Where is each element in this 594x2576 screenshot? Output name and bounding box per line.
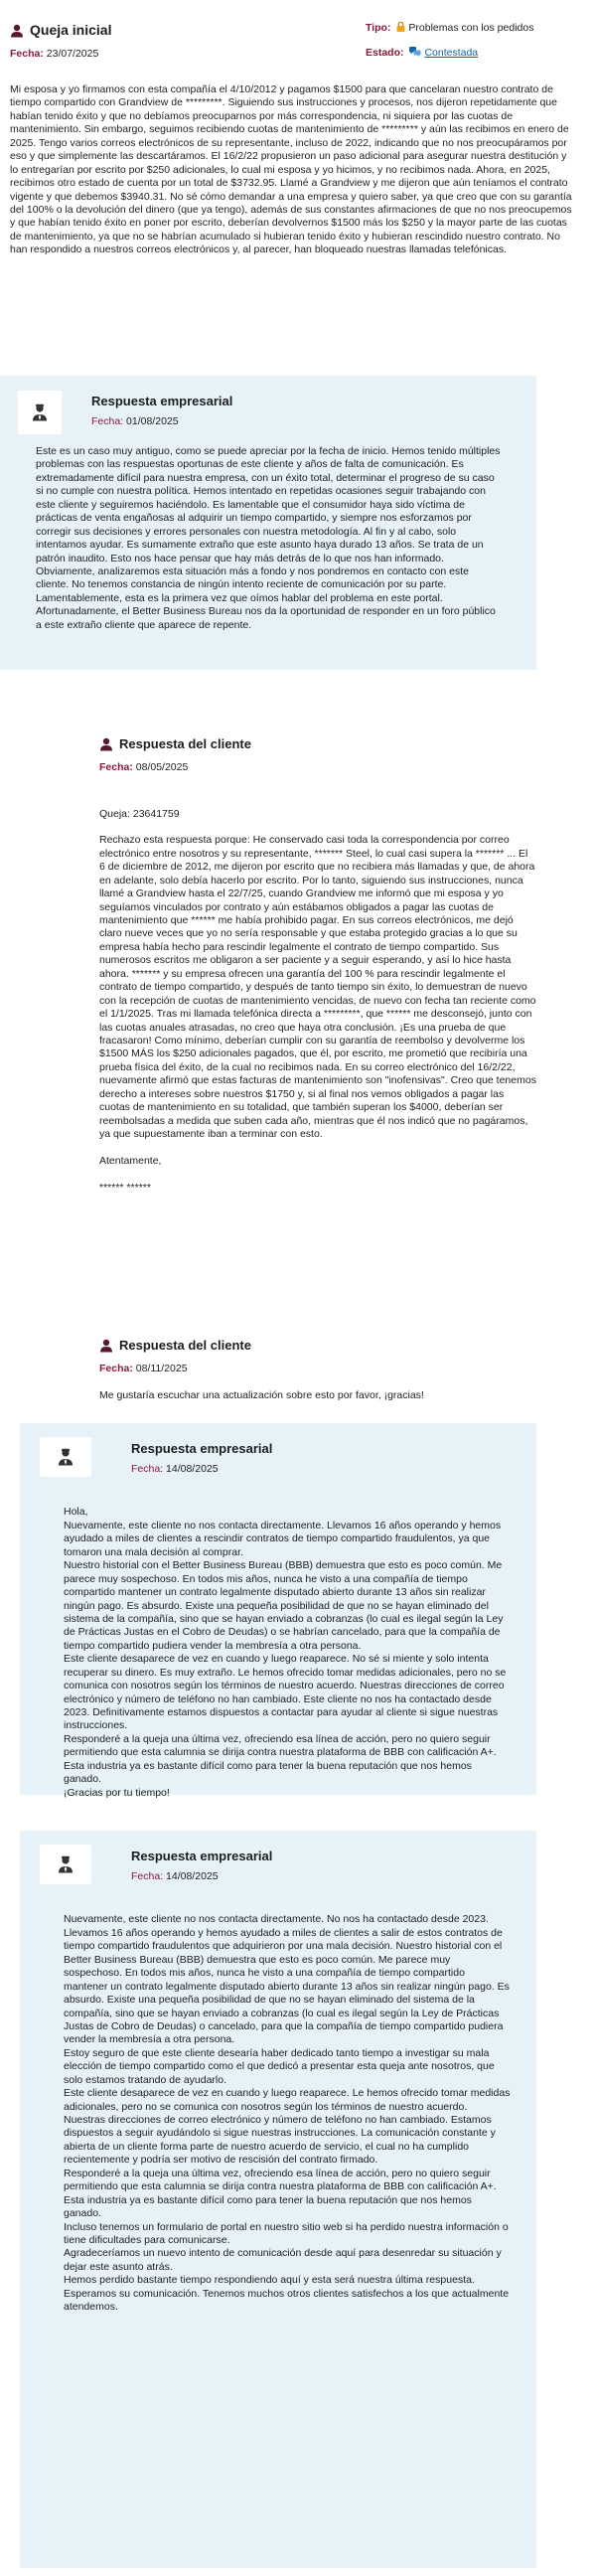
business-response-date-2: 14/08/2025 [166, 1463, 219, 1475]
business-response-title-3: Respuesta empresarial [131, 1849, 273, 1863]
business-avatar [40, 1845, 91, 1884]
complaint-date: 23/07/2025 [46, 47, 99, 60]
business-user-icon [32, 403, 48, 421]
customer-followup-title-row [99, 1338, 536, 1355]
customer-response-date-label: Fecha: [99, 760, 133, 773]
complaint-type: Problemas con los pedidos [408, 22, 534, 34]
complaint-date-label: Fecha: [10, 47, 44, 60]
complaint-title [10, 22, 111, 40]
business-response-text: Este es un caso muy antiguo, como se puede apreciar por la fecha de inicio. Hemos tenido múltiples problemas con las respuestas oportunas de este cliente y años de falta de comunicación. Es extremadamente difícil para nuestra empresa, con un éxito total, determinar el progreso de su caso si no cumple con nuestra política. Hemos intentado en repetidas ocasiones seguir trabajando con este cliente y seguiremos haciéndolo. Es lamentable que el consumidor haya sido víctima de prácticas de venta engañosas al adquirir un tiempo compartido, y siempre nos esforzamos por corregir sus decisiones y errores personales con nuestra metodología. Al fin y al cabo, solo intentamos ayudar. Es sumamente extraño que este asunto haya durado 13 años. Se trata de un patrón inaudito. Esto nos hace pensar que hay más detrás de lo que nos han informado. Obviamente, analizaremos esta situación más a fondo y nos pondremos en contacto con este cliente. No tenemos constancia de ningún intento reciente de comunicación por su parte. Lamentablemente, esta es la primera vez que oímos hablar del problema en este portal. Afortunadamente, el Better Business Bureau nos da la oportunidad de responder en un foro público a este extraño cliente que aparece de repente. [36, 445, 501, 631]
user-icon [10, 24, 24, 38]
complaint-type-row [366, 22, 533, 38]
business-response-text-3: Nuevamente, este cliente no nos contacta directamente. No nos ha contactado desde 2023. Llevamos 16 años operando y hemos ayudado a miles de clientes a salir de estos contratos de tiempo compartido fraudulentos que adquirieron por una mala decisión. Nuestro historial con el Better Business Bureau (BBB) demuestra que esto es poco común. Me parece muy sospechoso. En todos mis años, nunca he visto a una compañía de tiempo compartido mantener un contrato legalmente disputado abierto durante 13 años sin realizar ningún pago. Es absurdo. Existe una pequeña posibilidad de que no se hayan eliminado del sistema de la compañía, sino que se hayan enviado a cobranzas (lo cual es ilegal según la Ley de Prácticas Justas de Cobro de Deudas) o cancelado, para que la compañía de tiempo compartido pudiera vender la membresía a otra persona. Estoy seguro de que este cliente desearía haber dedicado tanto tiempo a investigar su mala elección de tiempo compartido como el que dedicó a presentar esta queja ante nosotros, que solo estamos tratando de ayudarlo. Este cliente desaparece de vez en cuando y luego reaparece. Le hemos ofrecido tomar medidas adicionales, pero no se comunica con nosotros según los términos de nuestro acuerdo. Nuestras direcciones de correo electrónico y número de teléfono no han cambiado. Estamos dispuestos a seguir ayudándolo si sigue nuestras instrucciones. La comunicación constante y abierta de un cliente forma parte de nuestro acuerdo de servicio, el cual no ha cumplido recientemente y podría ser motivo de rescisión del contrato firmado. Responderé a la queja una última vez, ofreciendo esa línea de acción, pero no quiero seguir permitiendo que esta calumnia se dirija contra nuestra plataforma de BBB con calificación A+. Esta industria ya es bastante difícil como para tener la buena reputación que nos hemos ganado. Incluso tenemos un formulario de portal en nuestro sitio web si ha perdido nuestra información o tiene dificultades para comunicarse. Agradeceríamos un nuevo intento de comunicación desde aquí para desenredar su situación y dejar este asunto atrás. Hemos perdido bastante tiempo respondiendo aquí y esta será nuestra última respuesta. Esperamos su comunicación. Tenemos muchos otros clientes satisfechos a los que actualmente atendemos. [64, 1913, 511, 2314]
customer-response-title-row [99, 736, 536, 753]
complaint-body [0, 74, 586, 257]
business-user-icon [58, 1448, 74, 1466]
business-avatar [18, 391, 62, 434]
business-response-card [0, 376, 536, 670]
business-response-date-3: 14/08/2025 [166, 1870, 219, 1882]
complaint-header-left [10, 22, 111, 61]
complaint-text: Mi esposa y yo firmamos con esta compañía el 4/10/2012 y pagamos $1500 para que cancelaran nuestro contrato de tiempo compartido con Grandview de *********. Siguiendo sus instrucciones y procesos, nos dijeron repetidamente que habían tenido éxito y que no debíamos preocuparnos por más correspondencia, ni siquiera por las cuotas de mantenimiento. Sin embargo, seguimos recibiendo cuotas de mantenimiento de ********* y aún las recibimos en enero de 2025. Tengo varios correos electrónicos de su representante, incluso de 2022, indicando que no nos preocupáramos por eso y que simplemente las descartáramos. El 16/2/22 propusieron un paso adicional para asegurar nuestra destitución y lo entregarían por escrito por $250 adicionales, lo cual mi esposa y yo hicimos, y no recibimos nada. Ahora, en 2025, recibimos otro estado de cuenta por un total de $3732.95. Llamé a Grandview y me dijeron que aún teníamos el contrato vigente y que debemos $3940.31. No sé cómo demandar a una empresa y quiero saber, ya que creo que con su garantía del 100% o la devolución del dinero (que ya tengo), además de sus constantes afirmaciones de que no nos preocupemos y que habían tenido éxito en poner por escrito, deberían devolvernos $1500 más los $250 y la mayor parte de las cuotas de mantenimiento, ya que no se habrían acumulado si hubieran tenido éxito y hubieran rescindido nuestro contrato. No han respondido a nuestros correos electrónicos y, al parecer, han bloqueado nuestras llamadas telefónicas. [10, 83, 572, 256]
business-response-body-2 [64, 1493, 511, 1814]
customer-response-date-row [99, 761, 536, 774]
business-response-card-2 [20, 1423, 536, 1799]
customer-followup-text: Me gustaría escuchar una actualización sobre esto por favor, ¡gracias! [99, 1389, 424, 1402]
customer-followup-body [99, 1389, 536, 1402]
business-response-date-row-3 [131, 1870, 219, 1883]
user-icon [99, 737, 113, 751]
business-user-icon [58, 1855, 74, 1873]
complaint-title-text: Queja inicial [30, 22, 112, 38]
complaint-status-link[interactable]: Contestada [424, 47, 479, 59]
customer-response-card [99, 736, 536, 1208]
business-response-date-label-3: Fecha: [131, 1870, 164, 1882]
customer-response-text: Queja: 23641759 Rechazo esta respuesta porque: He conservado casi toda la correspondencia por correo electrónico entre nosotros y su representante, ******* Steel, lo cual casi supera la ******* ... El 6 de diciembre de 2012, me dijeron por escrito que no recibiera más llamadas y que, de ahora en adelante, solo debía hacerlo por escrito. Por lo tanto, siguiendo sus instrucciones, nunca llamé a Grandview hasta el 22/7/25, cuando Grandview me informó que mi esposa y yo seguíamos vinculados por contrato y aún estábamos obligados a pagar las cuotas de mantenimiento que ****** me había prohibido pagar. En sus correos electrónicos, me dejó claro nueve veces que yo no sería responsable y que estaba protegido gracias a lo que su empresa había hecho para rescindir legalmente el contrato de tiempo compartido. Sus numerosos escritos me obligaron a ser paciente y a seguir esperando, y así lo hice hasta ahora. ******* y su empresa ofrecen una garantía del 100 % para rescindir legalmente el contrato de tiempo compartido, y después de tanto tiempo sin éxito, lo demuestran de nuevo con la recepción de cuotas de mantenimiento vencidas, de nuevo con fecha tan reciente como el 1/1/2025. Tras mi llamada telefónica directa a *********, que ****** me desconsejó, junto con las cuotas anuales atrasadas, no creo que haya otra conclusión. ¡Es una prueba de que fracasaron! Como mínimo, deberían cumplir con su garantía de reembolso y devolverme los $1500 MÁS los $250 adicionales pagados, que él, por escrito, me prometió que recibiría una prueba física del éxito, de la cual no recibimos nada. En su correo electrónico del 16/2/22, nuevamente afirmó que estas facturas de mantenimiento son "inofensivas". Creo que tenemos derecho a intereses sobre nuestros $1750 y, si al final nos vemos obligados a pagar las cuotas de mantenimiento en su totalidad, que también superan los $4000, deberían ser reembolsadas a medida que suben cada año, mientras que él nos indicó que no pagáramos, ya que supuestamente iban a terminar con esto. Atentamente, ****** ****** [99, 807, 536, 1194]
customer-response-title: Respuesta del cliente [119, 736, 251, 751]
customer-followup-card [99, 1338, 536, 1403]
business-response-title: Respuesta empresarial [91, 394, 233, 408]
complaint-status-label: Estado: [366, 47, 404, 59]
complaint-header-right [366, 22, 533, 63]
lock-icon [396, 22, 405, 32]
complaint-status-row [366, 47, 533, 63]
complaint-type-label: Tipo: [366, 22, 391, 34]
customer-followup-date-row [99, 1363, 536, 1375]
chat-bubbles-icon [409, 47, 421, 57]
business-response-date-row-2 [131, 1463, 219, 1476]
business-response-text-2: Hola, Nuevamente, este cliente no nos contacta directamente. Llevamos 16 años operando y hemos ayudado a miles de clientes a rescindir contratos de tiempo compartido fraudulentos, ya que tomaron una mala decisión al comprar. Nuestro historial con el Better Business Bureau (BBB) demuestra que esto es poco común. Me parece muy sospechoso. En todos mis años, nunca he visto a una compañía de tiempo compartido mantener un contrato legalmente disputado abierto durante 13 años sin realizar ningún pago. Es absurdo. Existe una pequeña posibilidad de que no se hayan eliminado del sistema de la compañía, sino que se hayan enviado a cobranzas (lo cual es ilegal según la Ley de Prácticas Justas en el Cobro de Deudas) o se habrían cancelado, para que la compañía de tiempo compartido pudiera vender la membresía a otra persona. Este cliente desaparece de vez en cuando y luego reaparece. No sé si miente y solo intenta recuperar su dinero. Es muy extraño. Le hemos ofrecido tomar medidas adicionales, pero no se comunica con nosotros según los términos de nuestro acuerdo. Nuestras direcciones de correo electrónico y número de teléfono no han cambiado. Este cliente no nos ha contactado desde 2023. Definitivamente estamos dispuestos a contactar para ayudar al cliente si sigue nuestras instrucciones. Responderé a la queja una última vez, ofreciendo esa línea de acción, pero no quiero seguir permitiendo que esta calumnia se dirija contra nuestra plataforma de BBB con calificación A+. Esta industria ya es bastante difícil como para tener la buena reputación que nos hemos ganado. ¡Gracias por tu tiempo! [64, 1506, 507, 1799]
complaint-date-row [10, 48, 111, 61]
business-response-date-row [91, 415, 179, 428]
business-avatar [40, 1437, 91, 1477]
customer-followup-date-label: Fecha: [99, 1362, 133, 1374]
business-response-card-3 [20, 1831, 536, 2568]
customer-followup-title: Respuesta del cliente [119, 1338, 251, 1353]
business-response-date: 01/08/2025 [126, 415, 179, 427]
business-response-body [36, 445, 503, 632]
customer-response-date: 08/05/2025 [135, 760, 189, 773]
customer-response-body [99, 794, 536, 1208]
business-response-date-label: Fecha: [91, 415, 124, 427]
business-response-body-3 [64, 1900, 511, 2328]
business-response-date-label-2: Fecha: [131, 1463, 164, 1475]
customer-followup-date: 08/11/2025 [135, 1362, 188, 1374]
complaint-header [0, 0, 594, 76]
user-icon [99, 1339, 113, 1353]
business-response-title-2: Respuesta empresarial [131, 1441, 273, 1456]
